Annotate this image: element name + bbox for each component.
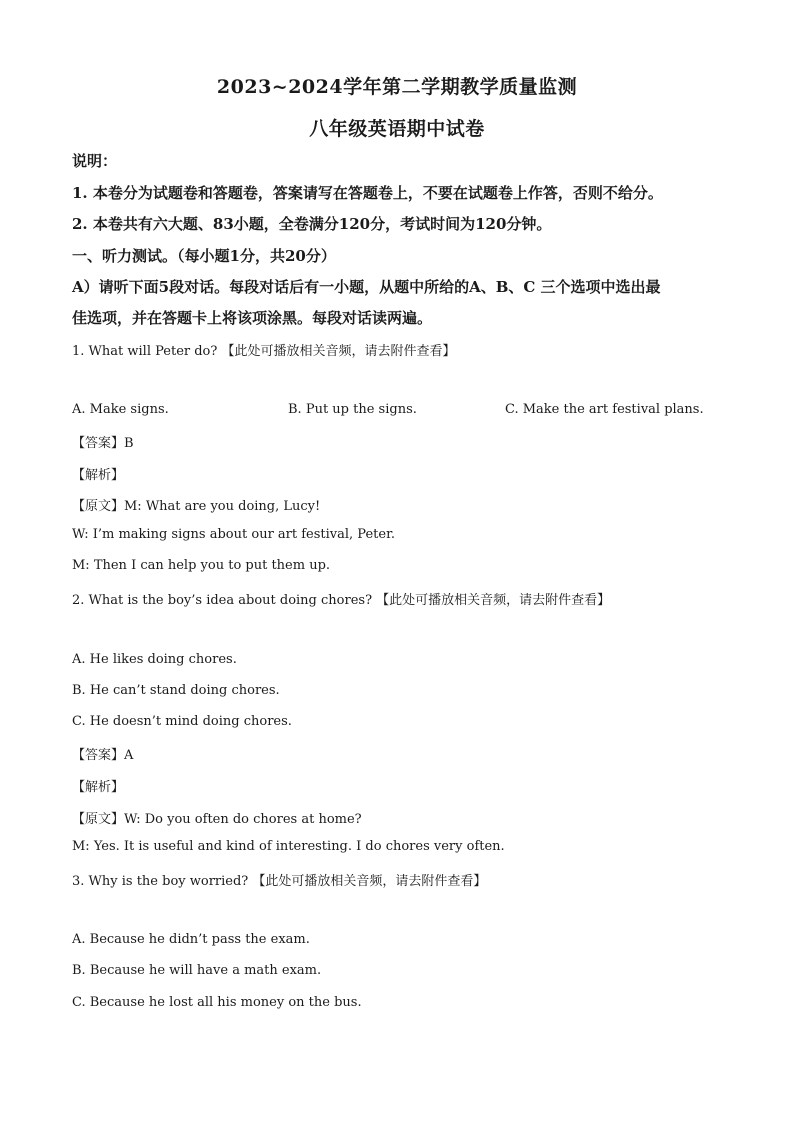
- question-1-answer: 【答案】B: [72, 436, 134, 451]
- question-1-option-b: B. Put up the signs.: [288, 402, 417, 417]
- question-1-text: 1. What will Peter do? 【此处可播放相关音频，请去附件查看】: [72, 344, 456, 359]
- question-2-transcript-line-2: M: Yes. It is useful and kind of interesting. I do chores very often.: [72, 839, 505, 854]
- question-1-option-c: C. Make the art festival plans.: [505, 402, 704, 417]
- instruction-item-1: 1. 本卷分为试题卷和答题卷，答案请写在答题卷上，不要在试题卷上作答，否则不给分。: [72, 184, 663, 202]
- question-1-option-a: A. Make signs.: [72, 402, 169, 417]
- instructions-heading: 说明：: [72, 152, 118, 170]
- question-2-text: 2. What is the boy’s idea about doing chores? 【此处可播放相关音频，请去附件查看】: [72, 593, 611, 608]
- question-3-text: 3. Why is the boy worried? 【此处可播放相关音频，请去附件查看】: [72, 874, 487, 889]
- question-2-option-b: B. He can’t stand doing chores.: [72, 683, 280, 698]
- exam-title: 2023~2024学年第二学期教学质量监测: [216, 76, 578, 98]
- section-listening-title: 一、听力测试。（每小题1分，共20分）: [72, 247, 336, 265]
- question-2-option-c: C. He doesn’t mind doing chores.: [72, 714, 292, 729]
- part-a-instructions-line1: A）请听下面5段对话。每段对话后有一小题，从题中所给的A、B、C 三个选项中选出最: [72, 278, 661, 296]
- question-3-option-b: B. Because he will have a math exam.: [72, 963, 322, 978]
- question-2-analysis-label: 【解析】: [72, 780, 125, 795]
- exam-subtitle: 八年级英语期中试卷: [309, 118, 485, 140]
- question-3-option-a: A. Because he didn’t pass the exam.: [72, 932, 310, 947]
- question-1-analysis-label: 【解析】: [72, 468, 125, 483]
- question-2-option-a: A. He likes doing chores.: [72, 652, 237, 667]
- question-2-answer: 【答案】A: [72, 748, 134, 763]
- question-1-transcript-line-1: 【原文】M: What are you doing, Lucy!: [72, 499, 321, 514]
- question-2-transcript-line-1: 【原文】W: Do you often do chores at home?: [72, 812, 362, 827]
- part-a-instructions-line2: 佳选项，并在答题卡上将该项涂黑。每段对话读两遍。: [72, 309, 433, 327]
- instruction-item-2: 2. 本卷共有六大题、83小题，全卷满分120分，考试时间为120分钟。: [72, 215, 552, 233]
- question-1-transcript-line-2: W: I’m making signs about our art festival, Peter.: [72, 527, 396, 542]
- question-1-transcript-line-3: M: Then I can help you to put them up.: [72, 558, 331, 573]
- question-3-option-c: C. Because he lost all his money on the bus.: [72, 995, 362, 1010]
